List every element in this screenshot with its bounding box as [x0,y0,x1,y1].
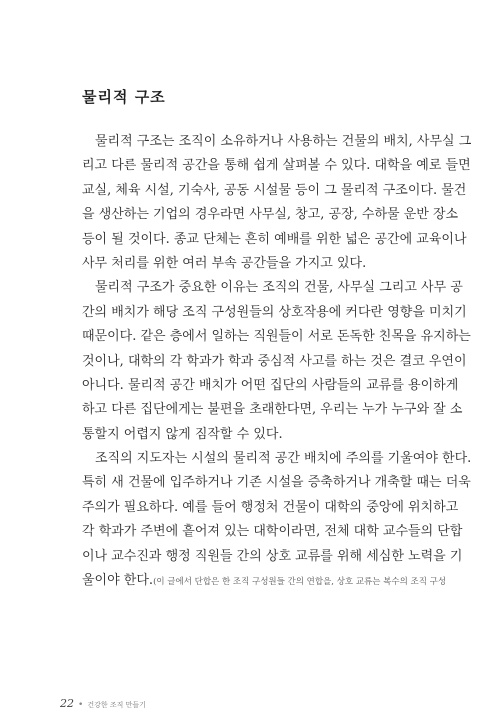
text-line: 간의 배치가 해당 조직 구성원들의 상호작용에 커다란 영향을 미치기 [82,304,467,320]
text-line: 교실, 체육 시설, 기숙사, 공동 시설물 등이 그 물리적 구조이다. 물건 [82,182,467,198]
text-line-final [82,569,447,593]
text-line: 등이 될 것이다. 종교 단체는 흔히 예배를 위한 넓은 공간에 교육이나 [82,231,467,247]
text-line: 리고 다른 물리적 공간을 통해 쉽게 살펴볼 수 있다. 대학을 예로 들면 [82,158,471,174]
text-line: 물리적 구조가 중요한 이유는 조직의 건물, 사무실 그리고 사무 공 [95,280,463,296]
page-footer [60,697,146,710]
text-line: 물리적 구조는 조직이 소유하거나 사용하는 건물의 배치, 사무실 그 [95,134,472,149]
footer-separator: • [78,700,84,710]
text-line: 것이나, 대학의 각 학과가 학과 중심적 사고를 하는 것은 결코 우연이 [82,353,467,369]
text-line: 통할지 어렵지 않게 짐작할 수 있다. [82,426,283,442]
footnote-inline: (이 글에서 단합은 한 조직 구성원들 간의 연합을, 상호 교류는 복수의 조직 구성 [153,577,447,588]
final-line-main: 울이야 한다. [82,573,154,589]
text-line: 을 생산하는 기업의 경우라면 사무실, 창고, 공장, 수하물 운반 장소 [82,207,459,223]
text-line: 사무 처리를 위한 여러 부속 공간들을 가지고 있다. [82,255,367,271]
text-line: 각 학과가 주변에 흩어져 있는 대학이라면, 전체 대학 교수들의 단합 [82,524,463,540]
text-line: 하고 다른 집단에게는 불편을 초래한다면, 우리는 누가 누구와 잘 소 [82,402,463,418]
running-title: 건강한 조직 만들기 [87,701,146,709]
text-line: 조직의 지도자는 시설의 물리적 공간 배치에 주의를 기울여야 한다. [95,451,472,467]
text-line: 때문이다. 같은 층에서 일하는 직원들이 서로 돈독한 친목을 유지하는 [82,329,471,345]
body-text [82,130,472,593]
text-line: 아니다. 물리적 공간 배치가 어떤 집단의 사람들의 교류를 용이하게 [82,377,459,393]
text-line: 특히 새 건물에 입주하거나 기존 시설을 증축하거나 개축할 때는 더욱 [82,475,471,491]
section-title: 물리적 구조 [82,88,166,106]
text-line: 주의가 필요하다. 예를 들어 행정처 건물이 대학의 중앙에 위치하고 [82,499,459,515]
text-line: 이나 교수진과 행정 직원들 간의 상호 교류를 위해 세심한 노력을 기 [82,548,463,564]
page-number: 22 [60,697,74,710]
